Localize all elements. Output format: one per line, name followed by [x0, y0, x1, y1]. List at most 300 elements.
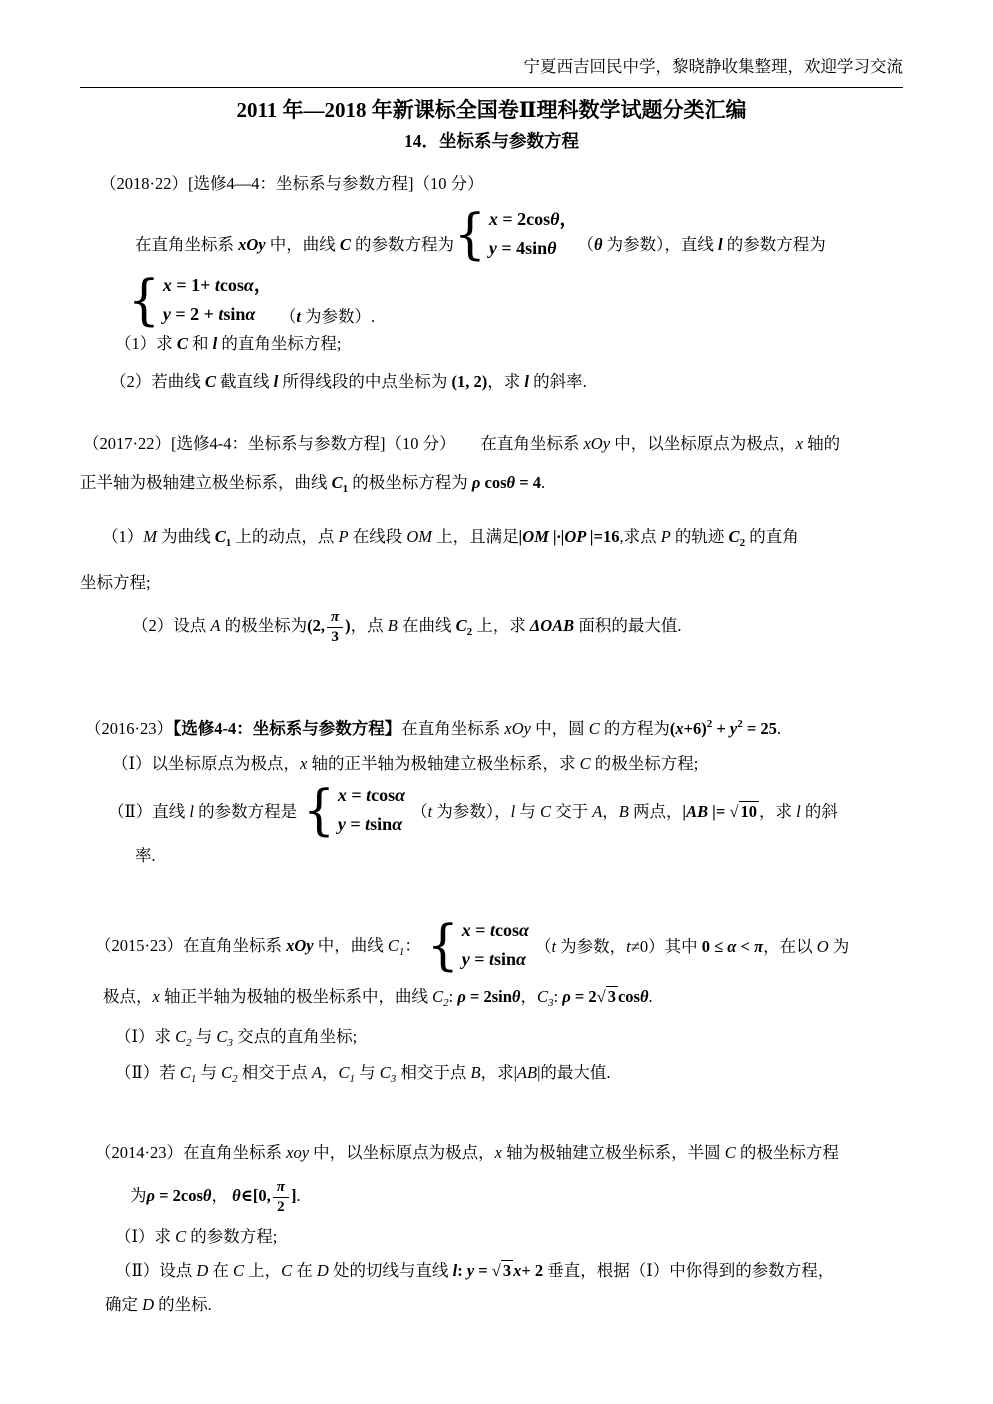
text-run: （ — [411, 802, 428, 821]
text-run: C — [455, 616, 467, 635]
text-run: 为 — [130, 1186, 147, 1205]
equation-line-y — [489, 234, 578, 263]
text-run: （Ⅰ）求 — [115, 1027, 176, 1046]
text-run: 上，求 — [472, 616, 530, 635]
problem-2018-question-2 — [110, 367, 903, 397]
text-run: ， — [253, 275, 272, 295]
text-run: : — [448, 987, 458, 1006]
text-run: 为曲线 — [157, 527, 215, 546]
text-run: 面积的最大值. — [574, 616, 682, 635]
text-run: 上的动点，点 — [231, 527, 339, 546]
text-run: 中，曲线 — [313, 936, 388, 955]
text-run: 相交于点 — [237, 1063, 312, 1082]
text-run: α — [395, 785, 406, 805]
text-segment — [280, 303, 375, 329]
problem-2016-23 — [80, 708, 903, 871]
text-run: 与 — [354, 1063, 380, 1082]
equation-line-y — [338, 810, 405, 839]
text-run: 的极坐标方程; — [590, 754, 699, 773]
text-run: t — [214, 275, 220, 295]
text-run: 的参数方程为 — [722, 235, 826, 254]
text-run: θ — [547, 238, 557, 258]
text-run: y — [461, 949, 470, 969]
text-run: 上，且满足 — [432, 527, 519, 546]
text-run: 中，以坐标原点为极点， — [610, 434, 796, 453]
text-run: t — [551, 937, 557, 956]
text-run: 2 — [466, 626, 473, 638]
text-run: B — [470, 1063, 481, 1082]
text-run: （2015·23）在直角坐标系 — [95, 936, 287, 955]
text-run: . — [296, 1186, 301, 1205]
text-run: y — [162, 304, 171, 324]
text-run: sin — [370, 814, 393, 834]
text-run: y — [488, 238, 497, 258]
text-run: y — [337, 814, 346, 834]
problem-2018-intro-line — [135, 202, 903, 265]
text-run: = — [469, 949, 489, 969]
text-run: : — [553, 987, 563, 1006]
text-run: +6) — [683, 719, 707, 738]
text-run: （Ⅱ）设点 — [115, 1261, 197, 1280]
text-run: t — [427, 802, 433, 821]
text-run: θ — [506, 473, 516, 492]
text-run: 的轨迹 — [670, 527, 729, 546]
text-run: θ — [639, 987, 649, 1006]
problem-2018-question-1 — [115, 329, 903, 359]
text-run: l — [212, 334, 218, 353]
radical-sign: √ — [596, 987, 606, 1006]
text-run: ΔOAB — [529, 616, 575, 635]
text-run: C — [281, 1261, 293, 1280]
text-run: = 2sin — [465, 987, 512, 1006]
text-run: 为参数）. — [300, 307, 376, 326]
left-brace-icon: { — [454, 202, 486, 265]
left-brace-icon: { — [303, 778, 335, 841]
problem-2014-23 — [80, 1138, 903, 1320]
curve-c-parametric-system — [454, 202, 578, 265]
text-run: t — [296, 307, 301, 326]
text-run: 2 — [737, 718, 743, 730]
text-run: A — [210, 616, 221, 635]
text-run: = 2 — [570, 987, 597, 1006]
problem-2014-question-1 — [115, 1222, 903, 1252]
text-run: x — [494, 1143, 502, 1162]
text-run: C — [379, 1063, 391, 1082]
text-run: 的极坐标为 — [220, 616, 308, 635]
text-run: C — [536, 987, 548, 1006]
text-segment — [411, 798, 838, 822]
text-run: A — [311, 1063, 322, 1082]
radicand: 3 — [502, 1261, 512, 1280]
text-run: x — [337, 785, 347, 805]
text-run: 交于 — [550, 802, 593, 821]
text-run: 的参数方程; — [186, 1227, 278, 1246]
equation-line-y — [163, 300, 272, 329]
text-run: OM — [406, 527, 433, 546]
text-run: 【选修4-4：坐标系与参数方程】 — [173, 719, 402, 738]
text-run: 所得线段的中点坐标为 — [278, 372, 452, 391]
problem-2015-question-1 — [115, 1022, 903, 1058]
text-run: ，求 — [759, 802, 797, 821]
text-run: . — [648, 987, 653, 1006]
text-run: C — [216, 1027, 228, 1046]
text-run: x — [513, 1261, 522, 1280]
text-run: ) — [345, 616, 351, 635]
text-run: 在直角坐标系 — [401, 719, 505, 738]
problem-2014-question-2-cont — [105, 1290, 903, 1320]
text-run: （2016·23） — [85, 719, 173, 738]
text-run: C — [179, 1063, 191, 1082]
text-run: （2014·23）在直角坐标系 — [95, 1143, 287, 1162]
problem-2017-line-1 — [83, 429, 903, 459]
text-run: ,求点 — [619, 527, 661, 546]
equation-line-y — [462, 945, 529, 974]
text-run: B — [618, 802, 629, 821]
text-run: 轴的正半轴为极轴建立极坐标系，求 — [307, 754, 580, 773]
text-run: 的极坐标方程 — [735, 1143, 839, 1162]
text-run: 为参数）， — [432, 802, 511, 821]
text-run: < — [736, 937, 755, 956]
text-run: ， — [602, 802, 619, 821]
text-run: α — [243, 275, 254, 295]
text-run: : — [457, 1261, 467, 1280]
text-run: O — [816, 937, 829, 956]
text-run: 2 — [739, 537, 746, 549]
text-run: （2）设点 — [132, 616, 211, 635]
problem-2016-question-2 — [108, 778, 903, 841]
equation-rows — [489, 205, 578, 263]
text-run: D — [142, 1295, 155, 1314]
text-run: （ — [577, 235, 594, 254]
text-run: xOy — [504, 719, 531, 738]
text-run: AB — [516, 1063, 538, 1082]
text-run: （ — [279, 307, 297, 326]
text-run: 与 — [196, 1063, 222, 1082]
text-run: = 2 + — [170, 304, 219, 324]
text-run: 轴为极轴建立极坐标系，半圆 — [501, 1143, 725, 1162]
equation-line-x — [489, 205, 578, 234]
text-segment — [135, 231, 454, 263]
problem-2016-line-1 — [85, 708, 903, 745]
problem-2015-intro-line — [95, 913, 903, 976]
text-run: 的斜 — [800, 802, 838, 821]
text-run: C — [175, 1027, 187, 1046]
text-run: = — [474, 1261, 492, 1280]
equation-rows — [338, 781, 405, 839]
text-run: |OM |·|OP | — [518, 527, 594, 546]
text-run: ρ — [471, 473, 481, 492]
text-run: 1 — [225, 537, 232, 549]
text-run: θ — [550, 209, 560, 229]
text-run: t — [366, 785, 372, 805]
text-run: xoy — [286, 1143, 310, 1162]
text-run: ，求 — [487, 372, 525, 391]
text-run: C — [432, 987, 444, 1006]
left-brace-icon: { — [128, 268, 160, 331]
text-run: （2）若曲线 — [110, 372, 205, 391]
text-run: ， — [321, 1063, 339, 1082]
text-run: t — [626, 937, 631, 956]
text-run: x — [488, 209, 498, 229]
text-run: sin — [223, 304, 246, 324]
text-run: （1）求 — [115, 334, 177, 353]
text-run: cos — [480, 473, 507, 492]
text-run: = 1+ — [171, 275, 215, 295]
text-run: C — [387, 936, 399, 955]
text-run: 处的切线与直线 — [328, 1261, 453, 1280]
text-run: 的直角 — [745, 527, 799, 546]
text-run: x — [795, 434, 804, 453]
text-run: C — [338, 1063, 350, 1082]
text-run: 0 ≤ — [701, 937, 728, 956]
problem-2017-question-1 — [102, 522, 903, 558]
text-run: t — [488, 949, 494, 969]
text-segment — [535, 933, 849, 957]
text-run: 在直角坐标系 — [135, 235, 239, 254]
radical-sign: √ — [491, 1261, 501, 1280]
text-run: 确定 — [105, 1295, 143, 1314]
problem-2016-question-2-cont — [135, 841, 903, 871]
text-run: C — [175, 1227, 187, 1246]
text-run: = — [345, 814, 366, 834]
text-run: C — [204, 372, 216, 391]
text-run: 相交于点 — [396, 1063, 471, 1082]
text-run: （Ⅰ）求 — [115, 1227, 176, 1246]
text-run: l — [452, 1261, 458, 1280]
fraction — [273, 1179, 289, 1215]
text-run: t — [218, 304, 224, 324]
text-run: ρ — [562, 987, 571, 1006]
text-run: D — [316, 1261, 329, 1280]
problem-2016-question-1 — [112, 749, 903, 779]
equation-line-x — [338, 781, 405, 810]
text-run: 的方程为 — [599, 719, 670, 738]
curve-c1-parametric-system — [426, 913, 529, 976]
text-run: 和 — [187, 334, 213, 353]
text-run: x — [162, 275, 172, 295]
equation-rows — [163, 271, 272, 329]
problem-2014-line-2 — [130, 1170, 903, 1222]
text-run: 正半轴为极轴建立极坐标系，曲线 — [80, 473, 332, 492]
text-run: θ — [593, 235, 603, 254]
left-brace-icon: { — [426, 913, 459, 976]
text-segment — [108, 798, 297, 822]
text-run: α — [516, 949, 526, 969]
text-run: t — [489, 920, 495, 940]
radicand: 10 — [740, 802, 758, 821]
text-run: l — [524, 372, 529, 391]
text-run: θ — [202, 1186, 212, 1205]
text-run: x — [461, 920, 471, 940]
text-run: . — [776, 719, 782, 738]
text-run: cos — [371, 785, 396, 805]
text-run: （ — [534, 937, 552, 956]
text-run: =16 — [593, 527, 620, 546]
text-run: C — [724, 1143, 736, 1162]
text-run: C — [176, 334, 188, 353]
fraction-numerator: π — [327, 609, 343, 628]
problem-2017-line-2 — [80, 468, 903, 504]
text-run: + 2 — [521, 1261, 544, 1280]
text-run: C — [221, 1063, 233, 1082]
text-run: （2017·22）[选修4-4：坐标系与参数方程]（10 分） 在直角坐标系 — [83, 434, 584, 453]
text-run: = 4sin — [496, 238, 548, 258]
text-run: M — [143, 527, 157, 546]
header-rule — [80, 87, 903, 88]
text-run: 轴正半轴为极轴的极坐标系中，曲线 — [159, 987, 433, 1006]
text-run: θ — [511, 987, 521, 1006]
problem-2015-23 — [80, 913, 903, 1094]
text-run: x — [675, 719, 684, 738]
text-segment — [95, 932, 421, 958]
text-run: 坐标方程; — [80, 573, 151, 592]
text-run: ≠0）其中 — [630, 937, 702, 956]
text-run: 2 — [443, 997, 449, 1009]
text-run: ∈[0, — [240, 1186, 271, 1205]
text-run: ， — [559, 209, 578, 229]
text-run: 1 — [398, 946, 405, 958]
text-run: xOy — [583, 434, 611, 453]
text-run: α — [518, 920, 529, 940]
text-run: = — [470, 920, 490, 940]
text-run: cos — [617, 987, 640, 1006]
text-run: 交点的直角坐标; — [232, 1027, 358, 1046]
problem-2017-question-2 — [132, 600, 903, 658]
text-run: |AB | — [682, 802, 716, 821]
text-run: α — [392, 814, 403, 834]
text-run: π — [754, 937, 764, 956]
text-run: ，求| — [480, 1063, 517, 1082]
text-run: = 2cos — [497, 209, 551, 229]
text-run: = — [715, 802, 730, 821]
line-l-parametric-system — [128, 268, 272, 331]
text-run: . — [541, 473, 546, 492]
text-run: 的参数方程为 — [350, 235, 455, 254]
text-run: （Ⅱ）直线 — [108, 802, 190, 821]
text-run: xOy — [286, 936, 314, 955]
text-run: C — [339, 235, 351, 254]
problem-2018-22 — [80, 169, 903, 397]
text-run: 3 — [548, 997, 554, 1009]
text-run: 3 — [390, 1073, 397, 1085]
text-run: 在曲线 — [397, 616, 456, 635]
text-run: 1 — [349, 1073, 355, 1085]
radical-sign: √ — [729, 802, 739, 821]
doc-subtitle: 14．坐标系与参数方程 — [404, 131, 579, 151]
problem-2014-line-1 — [95, 1138, 903, 1168]
text-run: P — [660, 527, 671, 546]
text-run: = 25 — [742, 719, 777, 738]
text-run: 截直线 — [215, 372, 274, 391]
text-run: l — [510, 802, 516, 821]
problem-2015-line-2 — [103, 982, 903, 1018]
line-l-parametric-system-block — [128, 268, 903, 331]
radicand: 3 — [607, 987, 616, 1006]
text-run: 与 — [191, 1027, 217, 1046]
text-run: C — [579, 754, 591, 773]
text-run: y — [729, 719, 738, 738]
equation-line-x — [163, 271, 272, 300]
text-run: 1 — [190, 1073, 197, 1085]
text-run: ρ — [146, 1186, 155, 1205]
header-credit: 宁夏西吉回民中学，黎晓静收集整理，欢迎学习交流 — [523, 57, 903, 76]
text-run: 率. — [135, 846, 156, 865]
text-run: x — [300, 754, 308, 773]
text-segment — [577, 231, 825, 263]
problem-2014-question-2 — [115, 1256, 903, 1286]
text-run: 在 — [208, 1261, 234, 1280]
text-run: C — [233, 1261, 245, 1280]
text-run: ， — [520, 987, 537, 1006]
text-run: 垂直，根据（Ⅰ）中你得到的参数方程， — [543, 1261, 835, 1280]
text-run: = 4 — [515, 473, 541, 492]
text-run: 在线段 — [348, 527, 407, 546]
text-run: ( — [669, 719, 676, 738]
text-run: 的斜率. — [528, 372, 587, 391]
text-run: |的最大值. — [537, 1063, 611, 1082]
text-run: α — [727, 937, 737, 956]
text-run: 在 — [292, 1261, 317, 1280]
text-run: 为 — [828, 937, 850, 956]
text-run: ： — [404, 936, 421, 955]
text-run: P — [338, 527, 349, 546]
text-run: 轴的 — [803, 434, 841, 453]
text-run: = — [346, 785, 367, 805]
problem-2017-question-1-cont — [80, 568, 903, 598]
text-run: A — [592, 802, 603, 821]
text-run: = 2cos — [155, 1186, 203, 1205]
text-run: （1） — [102, 527, 144, 546]
fraction-numerator: π — [273, 1179, 289, 1198]
text-run: 的参数方程是 — [193, 802, 298, 821]
text-run: 为参数， — [556, 937, 627, 956]
problem-2018-head: （2018·22）[选修4—4：坐标系与参数方程]（10 分） — [100, 174, 484, 193]
text-run: l — [189, 802, 194, 821]
text-run: C — [728, 527, 740, 546]
text-run: 与 — [515, 802, 540, 821]
text-run: l — [796, 802, 801, 821]
text-run: + — [712, 719, 730, 738]
text-run: 中，圆 — [530, 719, 589, 738]
text-run: 的坐标. — [154, 1295, 212, 1314]
text-run: 1 — [342, 483, 349, 495]
fraction — [327, 609, 343, 645]
text-run: xOy — [238, 235, 266, 254]
text-run: 3 — [227, 1037, 233, 1049]
text-run: C — [331, 473, 343, 492]
text-run: 两点， — [628, 802, 683, 821]
text-run: l — [273, 372, 279, 391]
text-run: ， — [211, 1186, 233, 1205]
text-run: θ — [232, 1186, 241, 1205]
text-run: D — [196, 1261, 209, 1280]
text-run: y — [466, 1261, 475, 1280]
text-run: 中，以坐标原点为极点， — [309, 1143, 495, 1162]
equation-line-x — [462, 916, 529, 945]
text-run: 中，曲线 — [265, 235, 340, 254]
text-run: α — [245, 304, 256, 324]
text-run: ，在以 — [763, 937, 817, 956]
text-run: t — [365, 814, 371, 834]
problem-2015-question-2 — [115, 1058, 903, 1094]
text-run: 2 — [186, 1037, 192, 1049]
text-run: (2, — [307, 616, 325, 635]
text-run: ] — [290, 1186, 297, 1205]
text-run: （Ⅱ）若 — [115, 1063, 180, 1082]
fraction-denominator: 3 — [331, 628, 339, 645]
square-root — [597, 986, 618, 1006]
text-run: C — [539, 802, 551, 821]
